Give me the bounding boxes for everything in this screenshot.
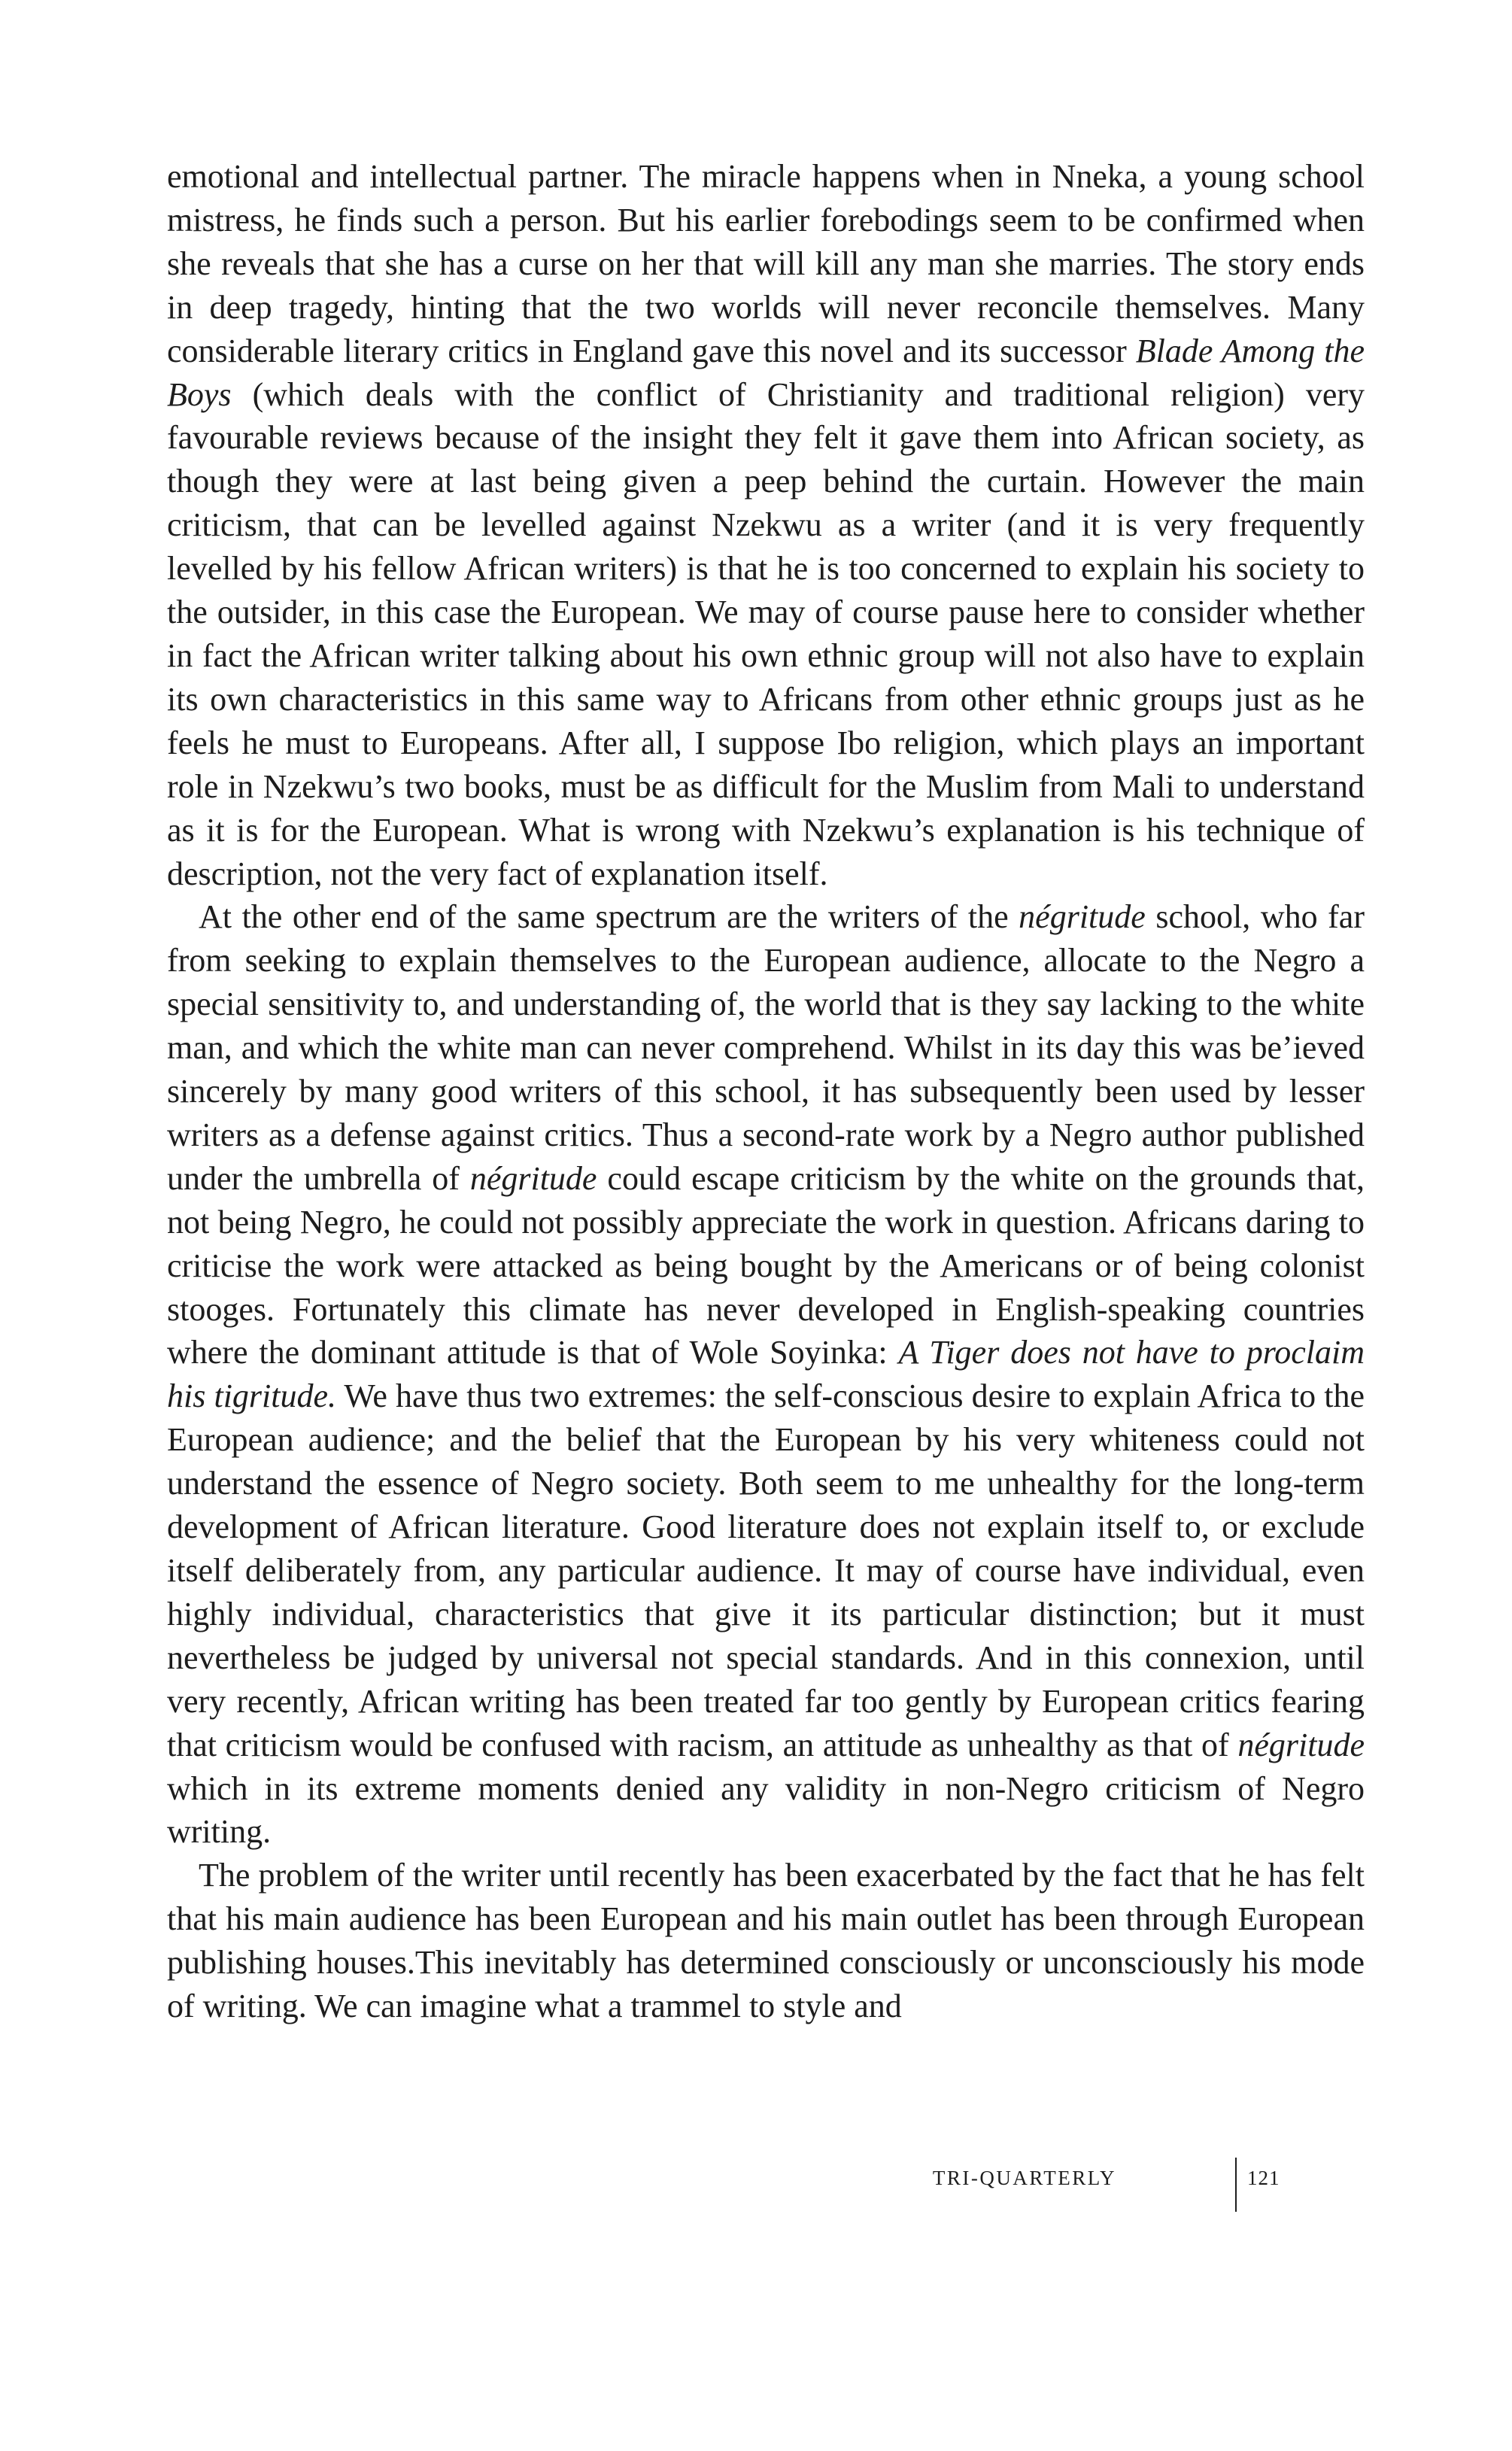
text-run: school, who far from seeking to explain themselves to the European audience, allocate to the Negro a special sensitivity to, and understanding of, the world that is they say lacking to the white man, and which the white man can never comprehend. Whilst in its day this was be’ieved sincerely by many good writers of this school, it has subsequently been used by lesser writers as a defense against critics. Thus a second-rate work by a Negro author published under the umbrella of [167,898,1365,1197]
journal-name: TRI-QUARTERLY [932,2167,1116,2189]
page-footer [932,2158,1390,2218]
text-run: At the other end of the same spectrum are the writers of the [199,898,1019,936]
page-body [167,155,1365,2028]
page-number: 121 [1247,2167,1280,2189]
italic-text: négritude [1237,1726,1365,1763]
italic-text: A Tiger does not have to proclaim his tigritude. [167,1334,1365,1415]
text-run: emotional and intellectual partner. The miracle happens when in Nneka, a young school mistress, he finds such a person. But his earlier forebodings seem to be confirmed when she reveals that she has a curse on her that will kill any man she marries. The story ends in deep tragedy, hinting that the two worlds will never reconcile themselves. Many considerable literary critics in England gave this novel and its successor [167,158,1365,369]
text-run: which in its extreme moments denied any validity in non-Negro criticism of Negro writing. [167,1769,1365,1851]
body-paragraph [167,155,1365,895]
italic-text: négritude [1019,898,1146,936]
text-run: could escape criticism by the white on the grounds that, not being Negro, he could not possibly appreciate the work in question. Africans daring to criticise the work were attacked as being bought by the Americans or of being colonist stooges. Fortunately this climate has never developed in English-speaking countries where the dominant attitude is that of Wole Soyinka: [167,1159,1365,1371]
italic-text: Blade Among the Boys [167,332,1365,413]
body-paragraph [167,895,1365,1854]
text-run: (which deals with the conflict of Christianity and traditional religion) very favourable reviews because of the insight they felt it gave them into African society, as though they were at last being given a peep behind the curtain. However the main criticism, that can be levelled against Nzekwu as a writer (and it is very frequently levelled by his fellow African writers) is that he is too concerned to explain his society to the outsider, in this case the European. We may of course pause here to consider whether in fact the African writer talking about his own ethnic group will not also have to explain its own characteristics in this same way to Africans from other ethnic groups just as he feels he must to Europeans. After all, I suppose Ibo religion, which plays an important role in Nzekwu’s two books, must be as difficult for the Muslim from Mali to understand as it is for the European. What is wrong with Nzekwu’s explanation is his technique of description, not the very fact of explanation itself. [167,375,1365,892]
text-run: The problem of the writer until recently has been exacerbated by the fact that he has felt that his main audience has been European and his main outlet has been through European publishing houses.This inevitably has determined consciously or unconsciously his mode of writing. We can imagine what a trammel to style and [167,1857,1365,2025]
footer-divider [1235,2158,1237,2212]
text-run: We have thus two extremes: the self-conscious desire to explain Africa to the European audience; and the belief that the European by his very whiteness could not understand the essence of Negro society. Both seem to me unhealthy for the long-term development of African literature. Good literature does not explain itself to, or exclude itself deliberately from, any particular audience. It may of course have individual, even highly individual, characteristics that give it its particular distinction; but it must nevertheless be judged by universal not special standards. And in this connexion, until very recently, African writing has been treated far too gently by European critics fearing that criticism would be confused with racism, an attitude as unhealthy as that of [167,1377,1365,1763]
italic-text: négritude [469,1159,597,1197]
body-paragraph [167,1854,1365,2028]
